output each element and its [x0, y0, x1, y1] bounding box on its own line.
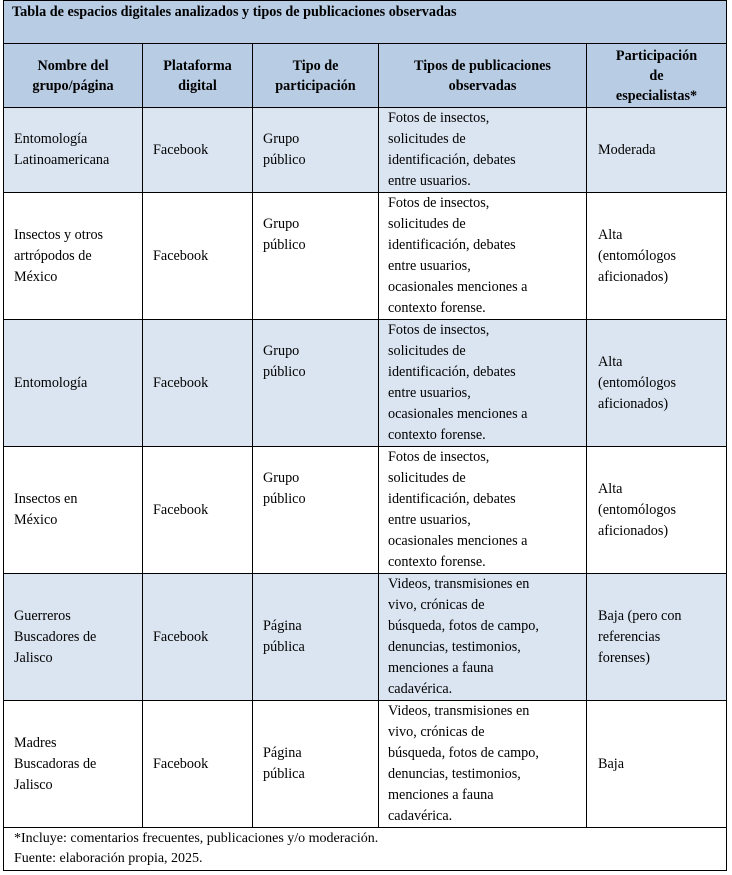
cell-type: Grupo público	[253, 193, 379, 320]
table-header-row	[4, 44, 727, 108]
cell-name: Insectos en México	[4, 447, 143, 574]
cell-specialists: Alta (entomólogos aficionados)	[587, 193, 727, 320]
cell-platform: Facebook	[143, 574, 253, 701]
cell-posts: Videos, transmisiones en vivo, crónicas de búsqueda, fotos de campo, denuncias, testimonios, menciones a fauna cadavérica.	[379, 574, 587, 701]
cell-type: Página pública	[253, 574, 379, 701]
cell-posts: Fotos de insectos, solicitudes de identificación, debates entre usuarios, ocasionales menciones a contexto forense.	[379, 193, 587, 320]
cell-specialists: Baja	[587, 701, 727, 828]
cell-specialists: Alta (entomólogos aficionados)	[587, 447, 727, 574]
cell-posts: Videos, transmisiones en vivo, crónicas de búsqueda, fotos de campo, denuncias, testimonios, menciones a fauna cadavérica.	[379, 701, 587, 828]
cell-posts: Fotos de insectos, solicitudes de identificación, debates entre usuarios, ocasionales menciones a contexto forense.	[379, 447, 587, 574]
table-row	[4, 108, 727, 193]
cell-posts: Fotos de insectos, solicitudes de identificación, debates entre usuarios.	[379, 108, 587, 193]
cell-name: Entomología	[4, 320, 143, 447]
cell-name: Guerreros Buscadores de Jalisco	[4, 574, 143, 701]
table-row	[4, 193, 727, 320]
cell-name: Entomología Latinoamericana	[4, 108, 143, 193]
table-row	[4, 701, 727, 828]
cell-platform: Facebook	[143, 108, 253, 193]
cell-posts: Fotos de insectos, solicitudes de identificación, debates entre usuarios, ocasionales menciones a contexto forense.	[379, 320, 587, 447]
cell-type: Grupo público	[253, 447, 379, 574]
cell-type: Grupo público	[253, 320, 379, 447]
cell-platform: Facebook	[143, 193, 253, 320]
cell-name: Madres Buscadoras de Jalisco	[4, 701, 143, 828]
cell-platform: Facebook	[143, 320, 253, 447]
table-footer-row	[4, 828, 727, 871]
table-row	[4, 447, 727, 574]
cell-specialists: Baja (pero con referencias forenses)	[587, 574, 727, 701]
header-name: Nombre del grupo/página	[4, 44, 143, 108]
header-specialists: Participación de especialistas*	[587, 44, 727, 108]
table-row	[4, 574, 727, 701]
cell-name: Insectos y otros artrópodos de México	[4, 193, 143, 320]
cell-specialists: Moderada	[587, 108, 727, 193]
cell-type: Grupo público	[253, 108, 379, 193]
header-posts: Tipos de publicaciones observadas	[379, 44, 587, 108]
cell-platform: Facebook	[143, 447, 253, 574]
cell-specialists: Alta (entomólogos aficionados)	[587, 320, 727, 447]
table-row	[4, 320, 727, 447]
document-page	[3, 0, 726, 871]
digital-spaces-table	[3, 0, 727, 871]
table-title: Tabla de espacios digitales analizados y tipos de publicaciones observadas	[4, 1, 727, 44]
cell-platform: Facebook	[143, 701, 253, 828]
header-platform: Plataforma digital	[143, 44, 253, 108]
table-footer	[4, 828, 727, 871]
cell-type: Página pública	[253, 701, 379, 828]
header-type: Tipo de participación	[253, 44, 379, 108]
footnote: *Incluye: comentarios frecuentes, publicaciones y/o moderación.	[14, 831, 379, 846]
source-note: Fuente: elaboración propia, 2025.	[14, 851, 203, 866]
table-title-row	[4, 1, 727, 44]
